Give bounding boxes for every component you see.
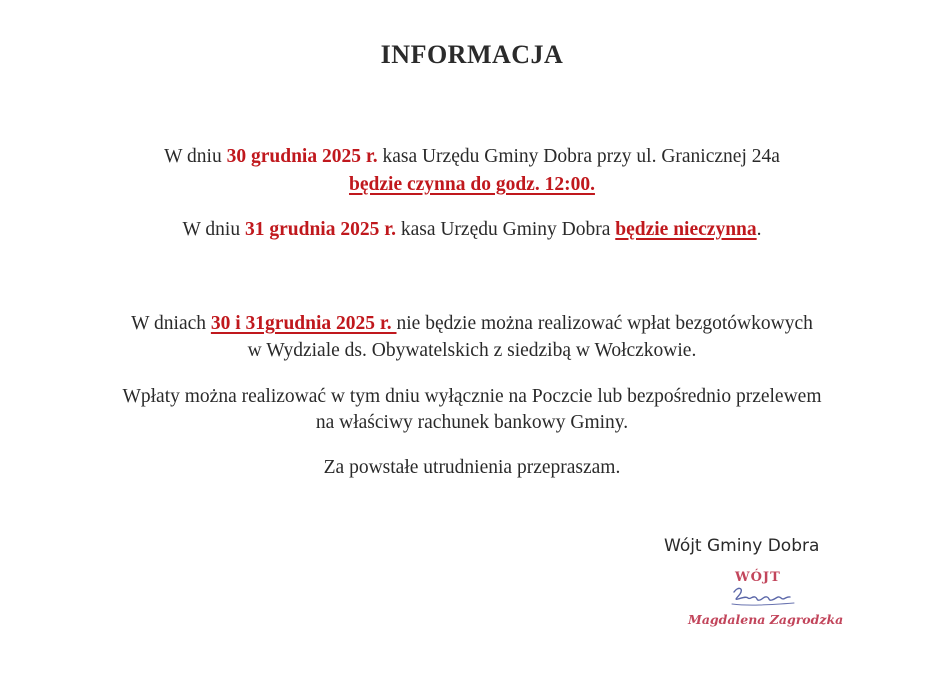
highlight-date: 30 grudnia 2025 r. — [226, 146, 378, 167]
highlight-hours: będzie czynna do godz. 12:00. — [349, 174, 595, 195]
signature-icon — [728, 584, 798, 610]
document-title: INFORMACJA — [380, 40, 564, 69]
signer-title: Wójt Gminy Dobra — [664, 536, 820, 556]
highlight-date: 31 grudnia 2025 r. — [244, 219, 396, 240]
text: kasa Urzędu Gminy Dobra — [395, 219, 616, 240]
text: kasa Urzędu Gminy Dobra przy ul. Granicznej 24a — [377, 146, 780, 167]
text: w Wydziale ds. Obywatelskich z siedzibą w Wołczkowie. — [247, 340, 697, 361]
paragraph-4-line-1: Wpłaty można realizować w tym dniu wyłącznie na Poczcie lub bezpośrednio przelewem — [122, 386, 822, 407]
stamp-name: Magdalena Zagrodzka — [688, 612, 844, 627]
paragraph-3-line-2 — [0, 339, 944, 363]
paragraph-4-line-2: na właściwy rachunek bankowy Gminy. — [315, 412, 629, 433]
paragraph-1-line-2 — [0, 173, 944, 197]
text: W dniach — [131, 313, 211, 334]
text: W dniu — [182, 219, 245, 240]
paragraph-1-line-1 — [0, 145, 944, 169]
text: . — [756, 219, 762, 240]
text: W dniu — [164, 146, 227, 167]
highlight-dates: 30 i 31grudnia 2025 r. — [210, 313, 397, 334]
paragraph-2 — [0, 218, 944, 242]
highlight-closed: będzie nieczynna — [615, 219, 757, 240]
paragraph-3-line-1 — [0, 312, 944, 336]
paragraph-5: Za powstałe utrudnienia przepraszam. — [323, 457, 621, 478]
stamp-title: WÓJT — [735, 570, 781, 585]
text: nie będzie można realizować wpłat bezgotówkowych — [396, 313, 813, 334]
